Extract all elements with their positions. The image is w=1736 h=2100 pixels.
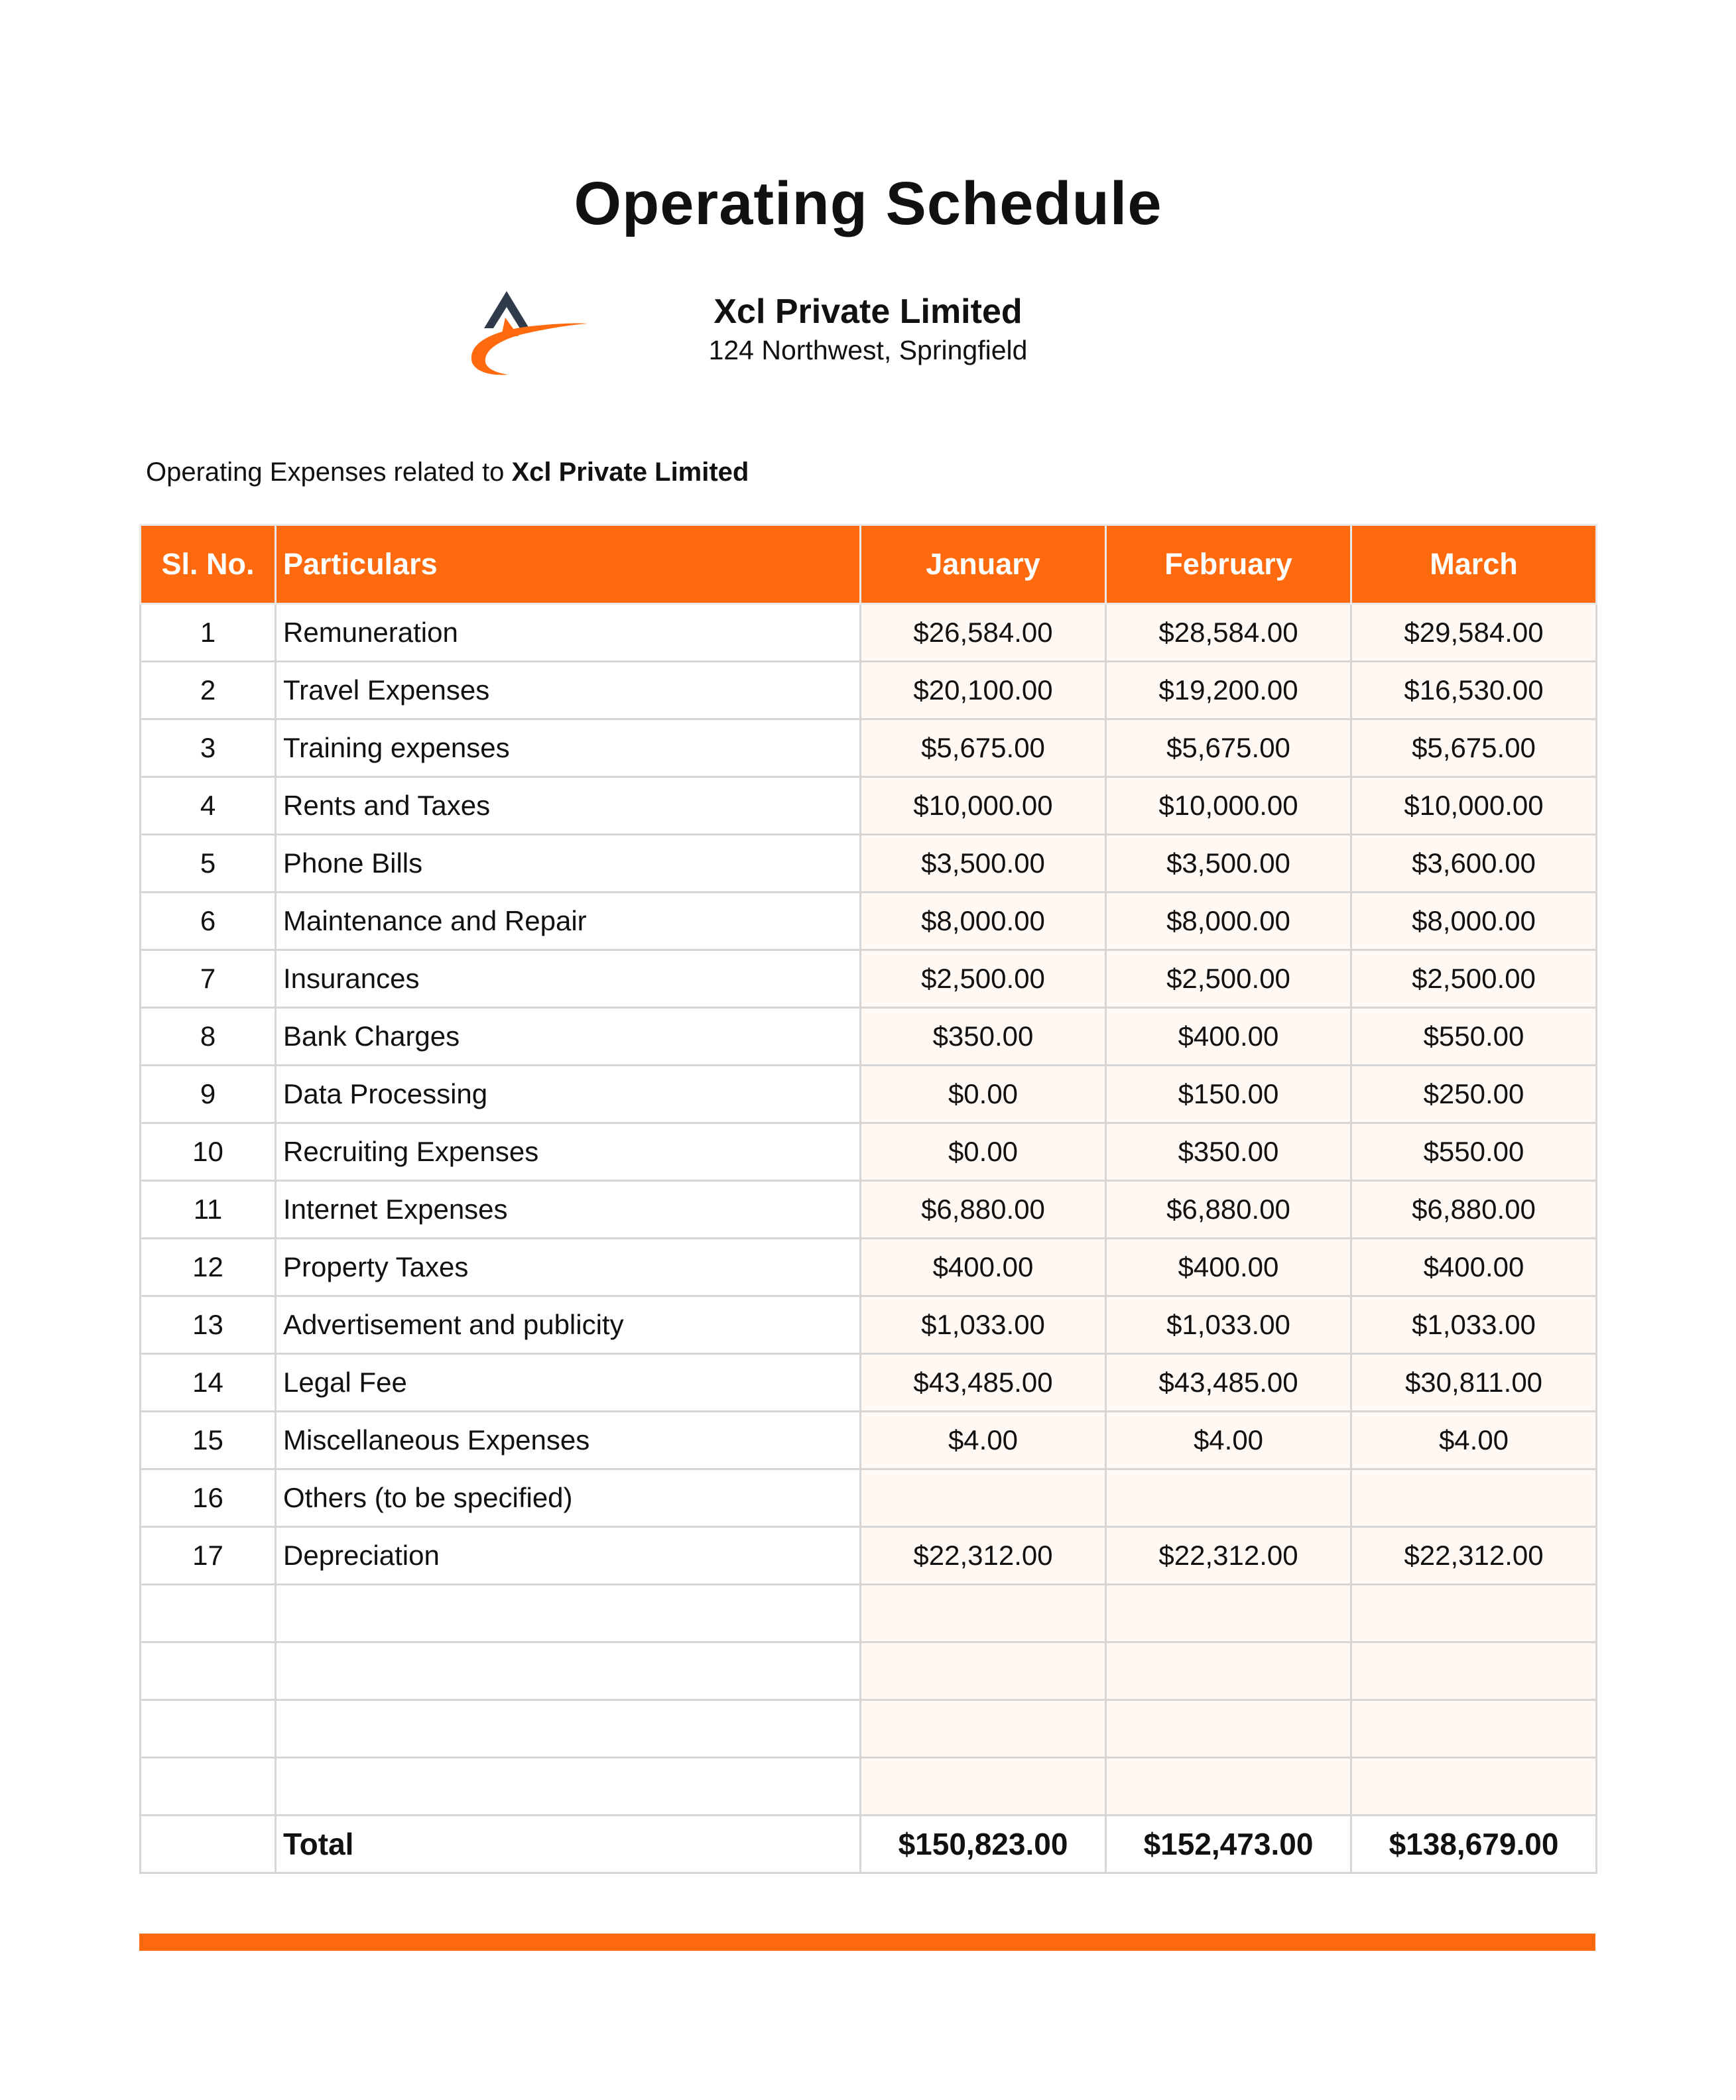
march-cell (1351, 1585, 1597, 1642)
header-row (141, 525, 1597, 604)
particulars-cell: Insurances (276, 950, 861, 1008)
table-row (141, 1123, 1597, 1181)
footer-accent-bar (139, 1934, 1595, 1951)
table-row (141, 1412, 1597, 1469)
table-row (141, 1642, 1597, 1700)
table-row (141, 1758, 1597, 1816)
particulars-cell: Maintenance and Repair (276, 893, 861, 950)
january-cell (861, 1469, 1106, 1527)
january-cell: $0.00 (861, 1123, 1106, 1181)
table-row (141, 662, 1597, 719)
february-cell: $150.00 (1106, 1066, 1351, 1123)
particulars-cell: Travel Expenses (276, 662, 861, 719)
table-row (141, 950, 1597, 1008)
march-cell: $1,033.00 (1351, 1296, 1597, 1354)
january-cell: $26,584.00 (861, 604, 1106, 662)
march-cell (1351, 1700, 1597, 1758)
march-cell: $550.00 (1351, 1123, 1597, 1181)
sl-no-cell: 8 (141, 1008, 276, 1066)
february-cell: $6,880.00 (1106, 1181, 1351, 1239)
february-cell: $3,500.00 (1106, 835, 1351, 893)
header-february: February (1106, 525, 1351, 604)
january-cell: $8,000.00 (861, 893, 1106, 950)
sl-no-cell: 11 (141, 1181, 276, 1239)
march-cell: $400.00 (1351, 1239, 1597, 1296)
sl-no-cell: 16 (141, 1469, 276, 1527)
january-cell: $4.00 (861, 1412, 1106, 1469)
march-cell: $6,880.00 (1351, 1181, 1597, 1239)
february-cell: $8,000.00 (1106, 893, 1351, 950)
january-cell: $3,500.00 (861, 835, 1106, 893)
february-cell (1106, 1585, 1351, 1642)
march-cell: $22,312.00 (1351, 1527, 1597, 1585)
sl-no-cell: 10 (141, 1123, 276, 1181)
particulars-cell: Internet Expenses (276, 1181, 861, 1239)
particulars-cell: Remuneration (276, 604, 861, 662)
table-row (141, 1700, 1597, 1758)
february-cell: $10,000.00 (1106, 777, 1351, 835)
table-row (141, 1585, 1597, 1642)
january-cell (861, 1700, 1106, 1758)
particulars-cell: Depreciation (276, 1527, 861, 1585)
particulars-cell: Others (to be specified) (276, 1469, 861, 1527)
february-cell (1106, 1758, 1351, 1816)
february-cell (1106, 1700, 1351, 1758)
header-january: January (861, 525, 1106, 604)
sl-no-cell: 15 (141, 1412, 276, 1469)
february-cell: $400.00 (1106, 1008, 1351, 1066)
table-row (141, 835, 1597, 893)
table-row (141, 604, 1597, 662)
table-row (141, 1181, 1597, 1239)
march-cell (1351, 1758, 1597, 1816)
february-cell: $5,675.00 (1106, 719, 1351, 777)
march-cell (1351, 1642, 1597, 1700)
table-row (141, 1469, 1597, 1527)
intro-prefix: Operating Expenses related to (146, 458, 512, 487)
january-cell: $20,100.00 (861, 662, 1106, 719)
particulars-cell: Data Processing (276, 1066, 861, 1123)
january-cell: $400.00 (861, 1239, 1106, 1296)
february-cell: $350.00 (1106, 1123, 1351, 1181)
sl-no-cell: 17 (141, 1527, 276, 1585)
january-cell (861, 1758, 1106, 1816)
particulars-cell: Bank Charges (276, 1008, 861, 1066)
table-row (141, 1354, 1597, 1412)
january-cell: $43,485.00 (861, 1354, 1106, 1412)
february-cell (1106, 1469, 1351, 1527)
march-cell: $5,675.00 (1351, 719, 1597, 777)
total-march: $138,679.00 (1351, 1816, 1597, 1873)
march-cell (1351, 1469, 1597, 1527)
january-cell: $0.00 (861, 1066, 1106, 1123)
sl-no-cell (141, 1700, 276, 1758)
january-cell: $5,675.00 (861, 719, 1106, 777)
february-cell: $22,312.00 (1106, 1527, 1351, 1585)
particulars-cell (276, 1642, 861, 1700)
total-january: $150,823.00 (861, 1816, 1106, 1873)
total-no-cell (141, 1816, 276, 1873)
february-cell: $28,584.00 (1106, 604, 1351, 662)
february-cell: $400.00 (1106, 1239, 1351, 1296)
march-cell: $2,500.00 (1351, 950, 1597, 1008)
particulars-cell (276, 1700, 861, 1758)
sl-no-cell: 9 (141, 1066, 276, 1123)
sl-no-cell: 2 (141, 662, 276, 719)
particulars-cell (276, 1585, 861, 1642)
operating-schedule-table (139, 524, 1597, 1874)
total-february: $152,473.00 (1106, 1816, 1351, 1873)
table-row (141, 777, 1597, 835)
january-cell: $22,312.00 (861, 1527, 1106, 1585)
particulars-cell: Property Taxes (276, 1239, 861, 1296)
march-cell: $4.00 (1351, 1412, 1597, 1469)
january-cell: $2,500.00 (861, 950, 1106, 1008)
intro-company: Xcl Private Limited (511, 458, 749, 487)
march-cell: $250.00 (1351, 1066, 1597, 1123)
february-cell: $43,485.00 (1106, 1354, 1351, 1412)
particulars-cell: Training expenses (276, 719, 861, 777)
particulars-cell: Miscellaneous Expenses (276, 1412, 861, 1469)
march-cell: $3,600.00 (1351, 835, 1597, 893)
sl-no-cell (141, 1758, 276, 1816)
particulars-cell: Advertisement and publicity (276, 1296, 861, 1354)
total-row (141, 1816, 1597, 1873)
particulars-cell: Legal Fee (276, 1354, 861, 1412)
sl-no-cell: 14 (141, 1354, 276, 1412)
table-row (141, 719, 1597, 777)
march-cell: $29,584.00 (1351, 604, 1597, 662)
march-cell: $550.00 (1351, 1008, 1597, 1066)
table-row (141, 1066, 1597, 1123)
particulars-cell: Rents and Taxes (276, 777, 861, 835)
sl-no-cell: 12 (141, 1239, 276, 1296)
company-logo-icon (464, 282, 597, 385)
table-row (141, 893, 1597, 950)
total-label: Total (276, 1816, 861, 1873)
sl-no-cell: 1 (141, 604, 276, 662)
sl-no-cell: 5 (141, 835, 276, 893)
sl-no-cell (141, 1585, 276, 1642)
march-cell: $10,000.00 (1351, 777, 1597, 835)
sl-no-cell: 7 (141, 950, 276, 1008)
table-row (141, 1527, 1597, 1585)
header-sl-no: Sl. No. (141, 525, 276, 604)
particulars-cell: Phone Bills (276, 835, 861, 893)
intro-text (146, 458, 749, 487)
particulars-cell: Recruiting Expenses (276, 1123, 861, 1181)
march-cell: $16,530.00 (1351, 662, 1597, 719)
january-cell: $350.00 (861, 1008, 1106, 1066)
january-cell: $1,033.00 (861, 1296, 1106, 1354)
february-cell: $19,200.00 (1106, 662, 1351, 719)
table-row (141, 1296, 1597, 1354)
march-cell: $8,000.00 (1351, 893, 1597, 950)
sl-no-cell: 13 (141, 1296, 276, 1354)
february-cell: $4.00 (1106, 1412, 1351, 1469)
february-cell: $1,033.00 (1106, 1296, 1351, 1354)
header-march: March (1351, 525, 1597, 604)
sl-no-cell: 3 (141, 719, 276, 777)
february-cell: $2,500.00 (1106, 950, 1351, 1008)
sl-no-cell (141, 1642, 276, 1700)
table-row (141, 1239, 1597, 1296)
sl-no-cell: 4 (141, 777, 276, 835)
march-cell: $30,811.00 (1351, 1354, 1597, 1412)
january-cell (861, 1585, 1106, 1642)
particulars-cell (276, 1758, 861, 1816)
company-address: 124 Northwest, Springfield (708, 335, 1028, 365)
table-row (141, 1008, 1597, 1066)
header-particulars: Particulars (276, 525, 861, 604)
january-cell (861, 1642, 1106, 1700)
january-cell: $10,000.00 (861, 777, 1106, 835)
february-cell (1106, 1642, 1351, 1700)
sl-no-cell: 6 (141, 893, 276, 950)
company-name: Xcl Private Limited (713, 292, 1023, 331)
january-cell: $6,880.00 (861, 1181, 1106, 1239)
page-title: Operating Schedule (574, 170, 1162, 237)
